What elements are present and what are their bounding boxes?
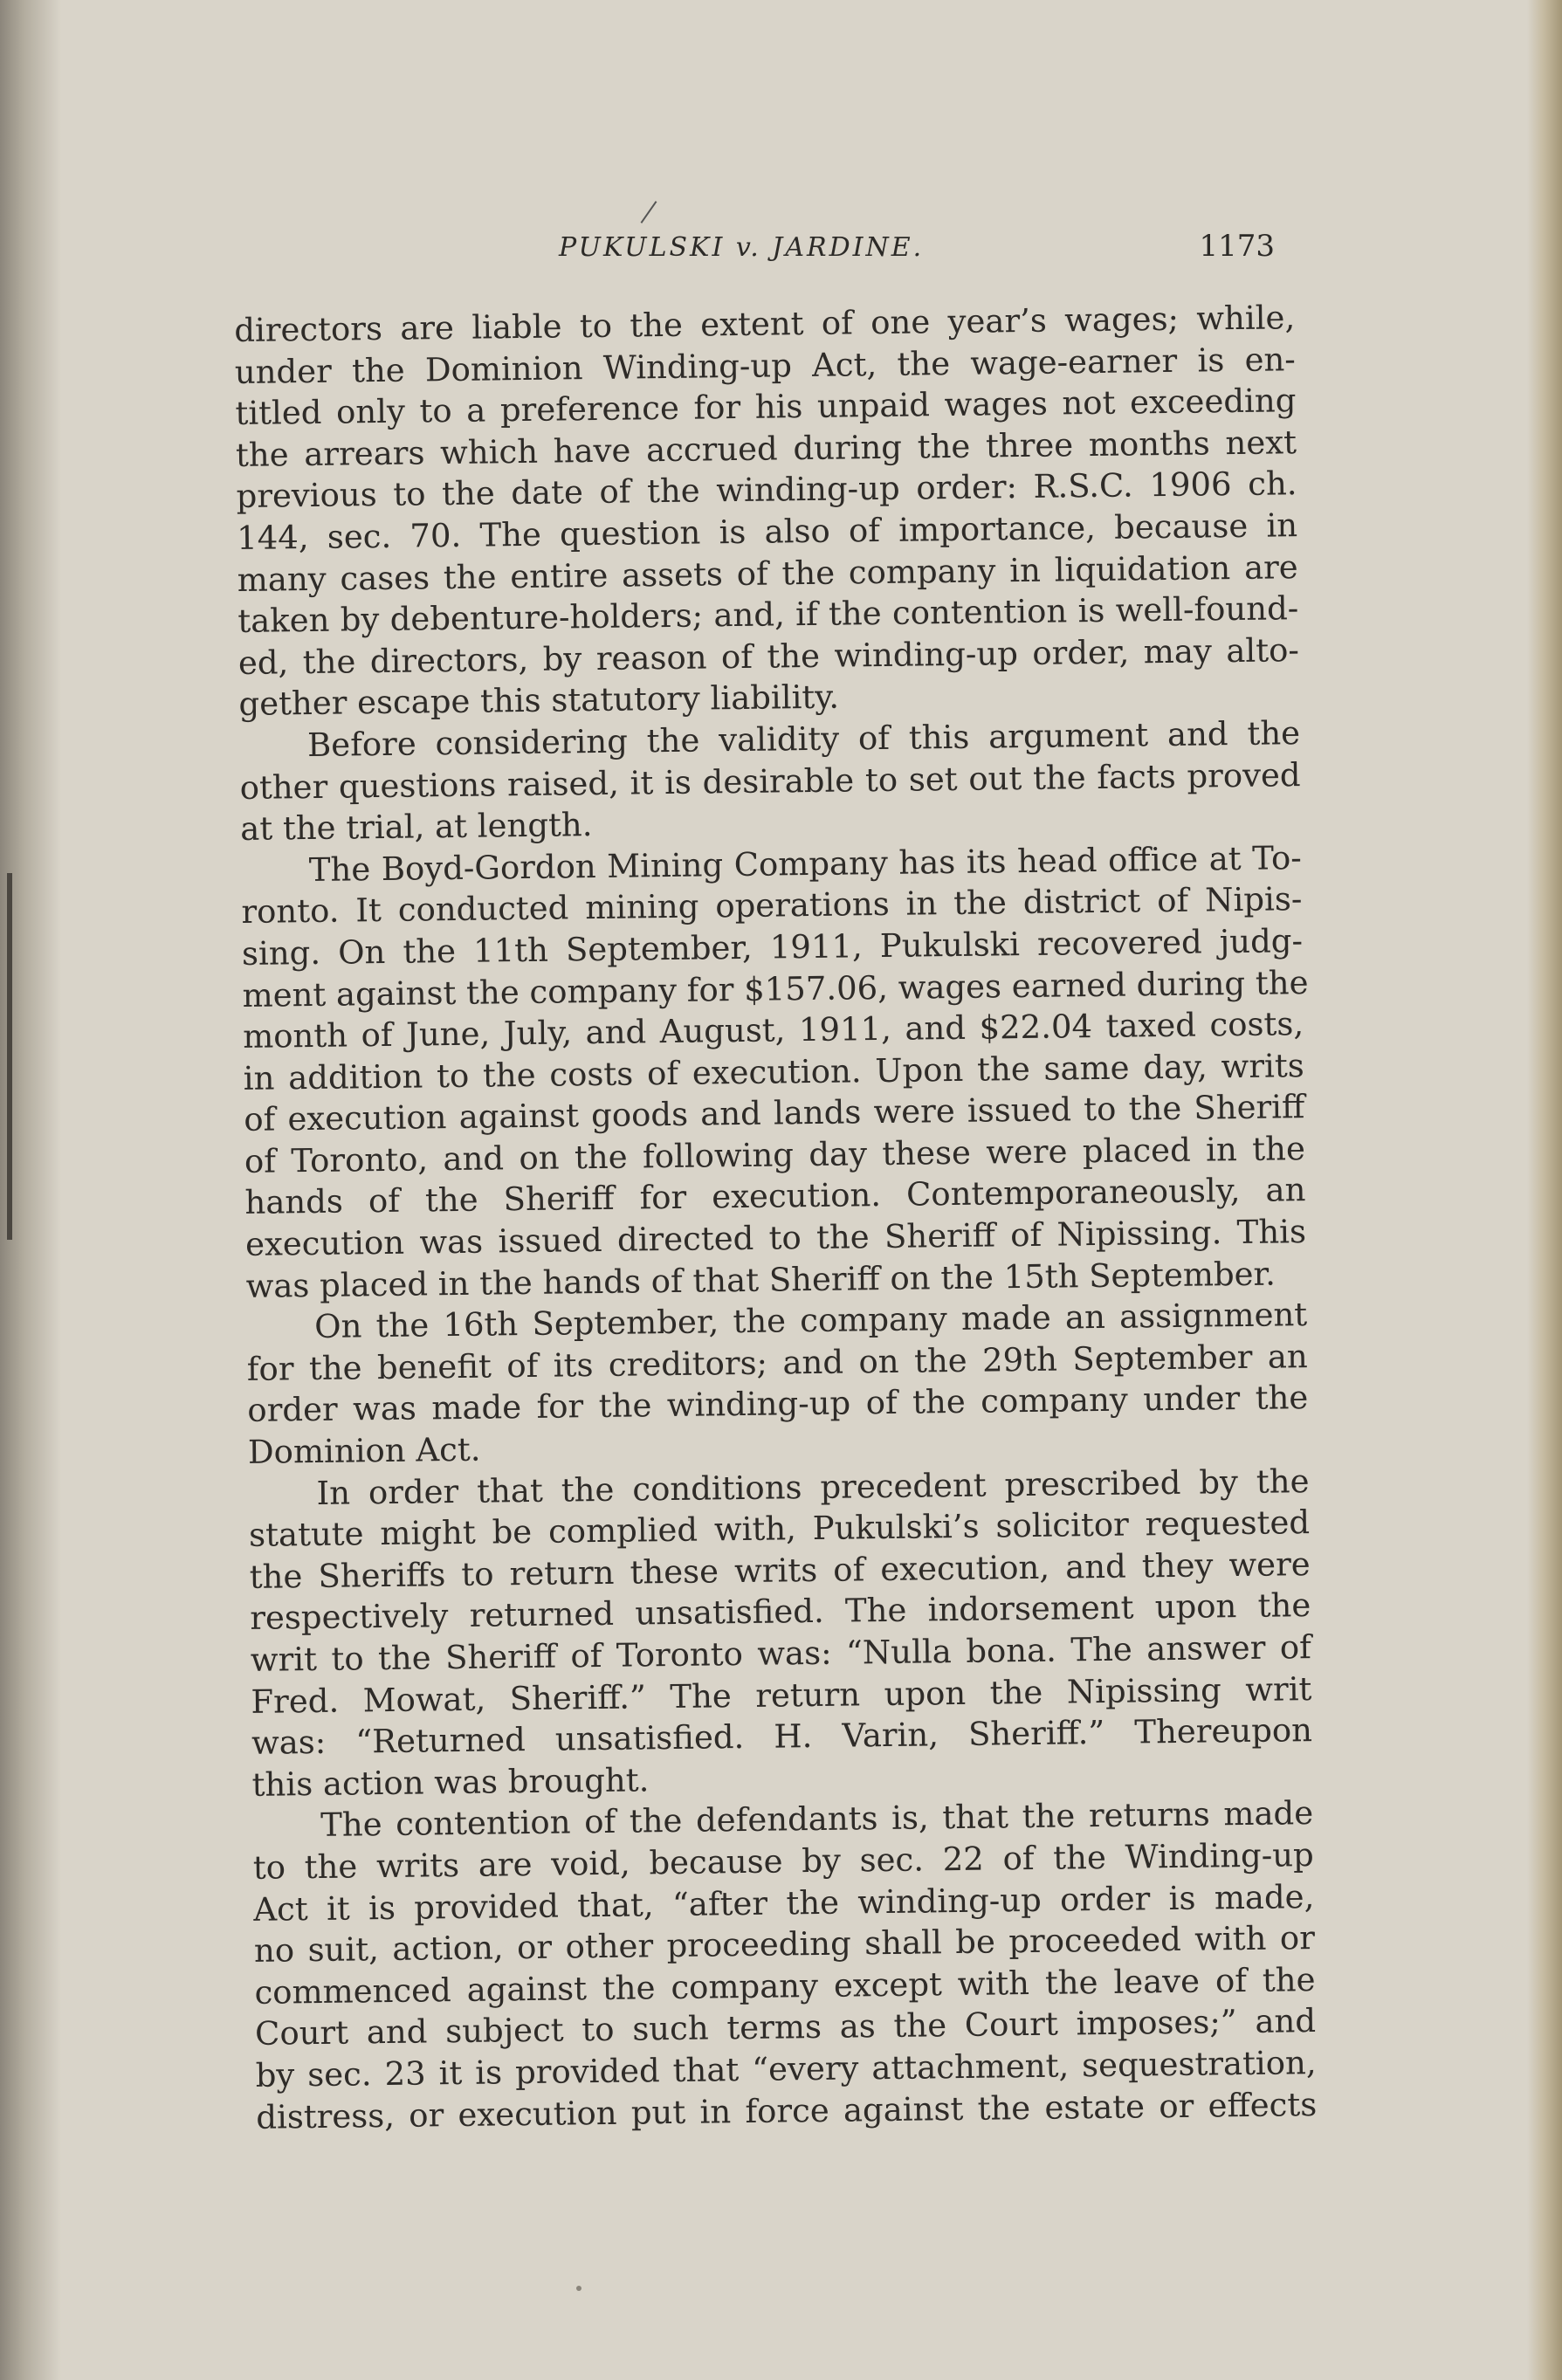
text-line: the Sheriffs to return these writs of execution, and they were	[249, 1544, 1311, 1596]
pencil-mark	[641, 201, 657, 224]
text-line: ed, the directors, by reason of the winding-up order, may alto-	[237, 630, 1300, 682]
text-line: for the benefit of its creditors; and on the 29th September an	[246, 1337, 1308, 1388]
text-line: Fred. Mowat, Sheriff.” The return upon the Nipissing writ	[251, 1669, 1312, 1721]
text-line: Court and subject to such terms as the Court imposes;” and	[254, 2002, 1317, 2053]
page-header	[541, 229, 1275, 272]
text-line: Act it is provided that, “after the winding-up order is made,	[253, 1877, 1315, 1929]
text-line: execution was issued directed to the Sheriff of Nipissing. This	[244, 1213, 1307, 1263]
text-line: directors are liable to the extent of one year’s wages; while,	[234, 299, 1296, 349]
text-line: taken by debenture-holders; and, if the contention is well-found-	[237, 589, 1299, 641]
text-line: gether escape this statutory liability.	[238, 678, 840, 724]
text-line: was placed in the hands of that Sheriff on the 15th September.	[245, 1255, 1276, 1305]
text-line: the arrears which have accrued during the three months next	[235, 423, 1297, 474]
text-line: of Toronto, and on the following day these were placed in the	[244, 1129, 1306, 1180]
text-line: month of June, July, and August, 1911, and $22.04 taxed costs,	[242, 1005, 1304, 1056]
text-line: previous to the date of the winding-up order: R.S.C. 1906 ch.	[236, 464, 1297, 516]
text-line: many cases the entire assets of the company in liquidation are	[237, 547, 1298, 599]
text-line: ronto. It conducted mining operations in the district of Nipis-	[241, 880, 1303, 932]
text-line: distress, or execution put in force against the estate or effects	[256, 2085, 1318, 2136]
text-line: writ to the Sheriff of Toronto was: “Nulla bona. The answer of	[250, 1628, 1312, 1679]
page-speck	[576, 2286, 581, 2291]
text-line: respectively returned unsatisfied. The indorsement upon the	[250, 1586, 1311, 1638]
text-line: sing. On the 11th September, 1911, Pukulski recovered judg-	[241, 922, 1304, 973]
body-text	[234, 297, 1317, 2138]
text-line: to the writs are void, because by sec. 22 of the Winding-up	[252, 1835, 1314, 1887]
text-line: this action was brought.	[251, 1761, 650, 1804]
text-line: 144, sec. 70. The question is also of importance, because in	[236, 506, 1298, 557]
text-line: The contention of the defendants is, that the returns made	[320, 1794, 1314, 1845]
running-title: PUKULSKI v. JARDINE.	[559, 232, 925, 263]
text-line: The Boyd-Gordon Mining Company has its head office at To-	[308, 838, 1303, 889]
text-line: under the Dominion Winding-up Act, the wage-earner is en-	[234, 340, 1297, 391]
page-number: 1173	[1199, 229, 1275, 264]
text-line: statute might be complied with, Pukulski’s solicitor requested	[248, 1503, 1311, 1555]
text-line: titled only to a preference for his unpaid wages not exceeding	[235, 382, 1297, 433]
text-line: no suit, action, or other proceeding shall be proceeded with or	[253, 1919, 1316, 1971]
text-line: at the trial, at length.	[240, 806, 593, 849]
text-line: In order that the conditions precedent prescribed by the	[316, 1462, 1310, 1512]
text-line: ment against the company for $157.06, wages earned during the	[242, 963, 1309, 1015]
text-line: commenced against the company except with the leave of the	[254, 1960, 1316, 2012]
text-line: other questions raised, it is desirable to set out the facts proved	[239, 755, 1301, 807]
page-edge	[1527, 0, 1562, 2380]
text-line: was: “Returned unsatisfied. H. Varin, Sheriff.” Thereupon	[251, 1711, 1313, 1763]
text-line: Dominion Act.	[247, 1430, 481, 1471]
text-line: of execution against goods and lands were issued to the Sheriff	[244, 1088, 1305, 1139]
text-line: hands of the Sheriff for execution. Contemporaneously, an	[244, 1171, 1306, 1222]
text-line: order was made for the winding-up of the company under the	[247, 1379, 1309, 1430]
text-line: On the 16th September, the company made an assignment	[313, 1296, 1308, 1346]
binding-edge	[7, 873, 12, 1240]
text-line: by sec. 23 it is provided that “every attachment, sequestration,	[255, 2043, 1317, 2095]
text-line: Before considering the validity of this argument and the	[306, 714, 1301, 764]
text-line: in addition to the costs of execution. Upon the same day, writs	[243, 1046, 1304, 1097]
